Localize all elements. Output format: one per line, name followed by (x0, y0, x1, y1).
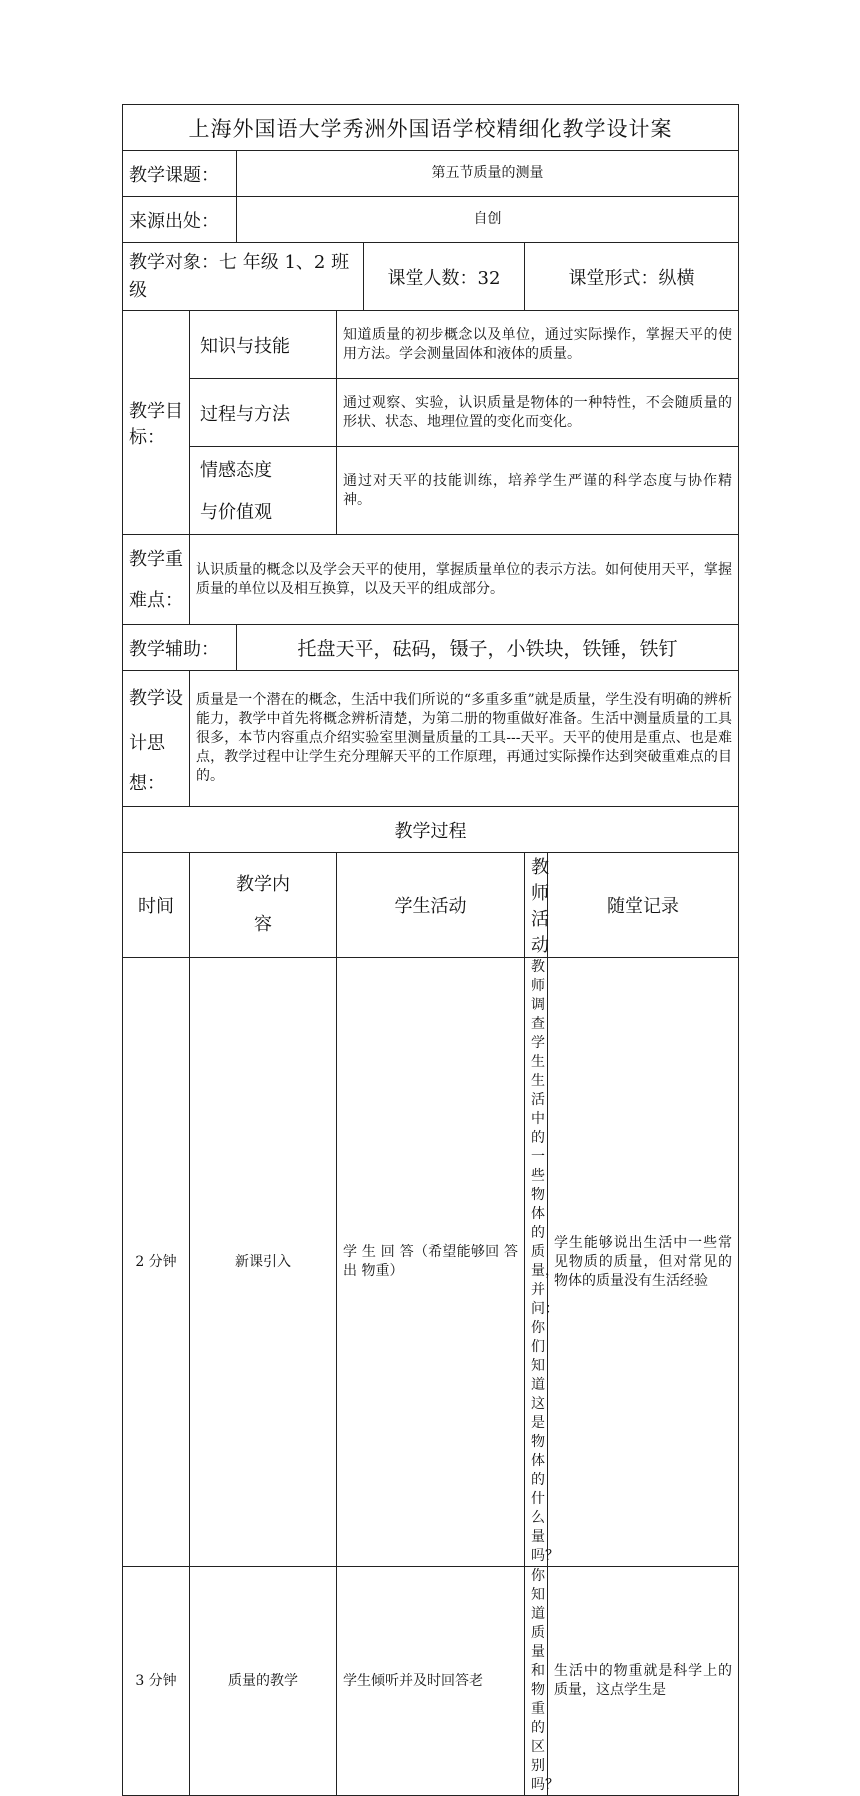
key-points-label-line1: 教学重 (129, 548, 183, 570)
source-value: 自创 (237, 197, 739, 243)
header-time: 时间 (123, 853, 190, 958)
goals-label: 教学目标： (123, 311, 190, 535)
goal-attitude-text: 通过对天平的技能训练，培养学生严谨的科学态度与协作精神。 (337, 447, 739, 535)
row1-content: 新课引入 (190, 958, 337, 1567)
header-record: 随堂记录 (548, 853, 739, 958)
design-label-line2: 计思想： (129, 732, 165, 794)
header-teacher: 教师活动 (525, 853, 548, 958)
row2-record: 生活中的物重就是科学上的质量，这点学生是 (548, 1567, 739, 1796)
goal-attitude-name-line1: 情感态度 (200, 459, 272, 481)
class-size: 课堂人数：32 (364, 243, 525, 311)
goal-process-text: 通过观察、实验，认识质量是物体的一种特性，不会随质量的形状、状态、地理位置的变化而变化。 (337, 379, 739, 447)
row2-teacher: 你知道质量和物重的区别吗？ (525, 1567, 548, 1796)
lesson-plan-table (122, 104, 739, 1796)
header-student: 学生活动 (337, 853, 525, 958)
goal-process-name: 过程与方法 (190, 379, 337, 447)
header-content-line2: 容 (254, 914, 272, 935)
class-form: 课堂形式：纵横 (525, 243, 739, 311)
page-title: 上海外国语大学秀洲外国语学校精细化教学设计案 (123, 105, 739, 151)
source-label: 来源出处： (123, 197, 237, 243)
aids-label: 教学辅助： (123, 625, 237, 671)
target-label: 教学对象：七 年级 1、2 班级 (123, 243, 364, 311)
design-text: 质量是一个潜在的概念，生活中我们所说的“多重多重”就是质量，学生没有明确的辨析能力，教学中首先将概念辨析清楚，为第二册的物重做好准备。生活中测量质量的工具很多，本节内容重点介绍实验室里测量质量的工具---天平。天平的使用是重点、也是难点，教学过程中让学生充分理解天平的工作原理，再通过实际操作达到突破重难点的目的。 (190, 671, 739, 807)
row1-teacher: 教师调查学生生活中的一些物体的质量，并问：你们知道这是物体的什么量吗？ (525, 958, 548, 1567)
goal-knowledge-name: 知识与技能 (190, 311, 337, 379)
row1-student: 学 生 回 答（希望能够回 答 出 物重） (337, 958, 525, 1567)
lesson-plan (122, 104, 738, 1793)
row2-time: 3 分钟 (123, 1567, 190, 1796)
design-label-line1: 教学设 (129, 687, 183, 709)
goal-knowledge-text: 知道质量的初步概念以及单位，通过实际操作，掌握天平的使用方法。学会测量固体和液体的质量。 (337, 311, 739, 379)
row1-time: 2 分钟 (123, 958, 190, 1567)
process-title: 教学过程 (123, 807, 739, 853)
row2-content: 质量的教学 (190, 1567, 337, 1796)
header-content-line1: 教学内 (236, 874, 290, 895)
topic-label: 教学课题： (123, 151, 237, 197)
key-points-text: 认识质量的概念以及学会天平的使用，掌握质量单位的表示方法。如何使用天平，掌握质量的单位以及相互换算，以及天平的组成部分。 (190, 535, 739, 625)
topic-value: 第五节质量的测量 (237, 151, 739, 197)
aids-value: 托盘天平，砝码，镊子，小铁块，铁锤，铁钉 (237, 625, 739, 671)
row1-record: 学生能够说出生活中一些常见物质的质量，但对常见的物体的质量没有生活经验 (548, 958, 739, 1567)
key-points-label-line2: 难点： (129, 589, 183, 611)
row2-student: 学生倾听并及时回答老 (337, 1567, 525, 1796)
goal-attitude-name-line2: 与价值观 (200, 501, 272, 523)
